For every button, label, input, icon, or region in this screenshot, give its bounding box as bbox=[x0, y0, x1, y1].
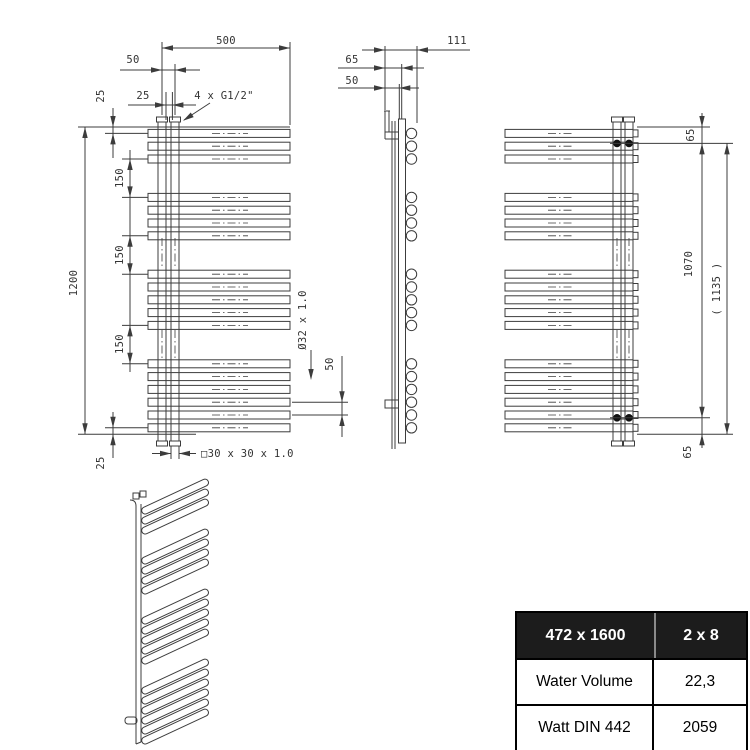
tube-diameter-label: Ø32 x 1.0 bbox=[297, 290, 309, 350]
dim-height-label: 1200 bbox=[68, 269, 80, 297]
connection-thread-label: 4 x G1/2" bbox=[194, 90, 254, 102]
dim-depth-label: 111 bbox=[447, 35, 467, 47]
spec-table-header-row bbox=[517, 613, 746, 658]
dim-width-label: 500 bbox=[216, 35, 236, 47]
dim-bottom-margin-label: 25 bbox=[95, 456, 107, 470]
spec-label-water-volume: Water Volume bbox=[517, 660, 654, 704]
spec-value-watt: 2059 bbox=[682, 719, 718, 736]
dim-rear-top-offset-label: 65 bbox=[685, 128, 697, 142]
spec-value-water-volume: 22,3 bbox=[684, 673, 716, 690]
dim-rear-bottom-offset-label: 65 bbox=[682, 445, 694, 459]
spec-row-watt bbox=[517, 704, 746, 750]
spec-label-watt: Watt DIN 442 bbox=[517, 706, 654, 750]
spec-table bbox=[515, 611, 748, 750]
dim-wall-to-rail-label: 50 bbox=[345, 75, 359, 87]
spec-row-water-volume bbox=[517, 658, 746, 704]
collector-profile-label: □30 x 30 x 1.0 bbox=[201, 448, 294, 460]
spec-header-size: 472 x 1600 bbox=[545, 626, 626, 644]
dim-group-gap-1-label: 150 bbox=[114, 168, 126, 188]
dim-wall-to-front-label: 65 bbox=[345, 54, 359, 66]
dim-connection-offset-label: 25 bbox=[136, 90, 150, 102]
rear-view bbox=[505, 113, 733, 448]
dim-collector-spacing-label: 50 bbox=[126, 54, 140, 66]
isometric-view bbox=[125, 478, 210, 745]
side-view bbox=[338, 46, 470, 449]
spec-header-config: 2 x 8 bbox=[654, 613, 746, 658]
dim-overall-height-label: ( 1135 ) bbox=[711, 262, 723, 316]
dim-top-margin-label: 25 bbox=[95, 89, 107, 103]
dim-group-gap-2-label: 150 bbox=[114, 245, 126, 265]
dim-tube-pitch-label: 50 bbox=[324, 357, 336, 371]
dim-group-gap-3-label: 150 bbox=[114, 334, 126, 354]
dim-mount-span-label: 1070 bbox=[683, 250, 695, 278]
